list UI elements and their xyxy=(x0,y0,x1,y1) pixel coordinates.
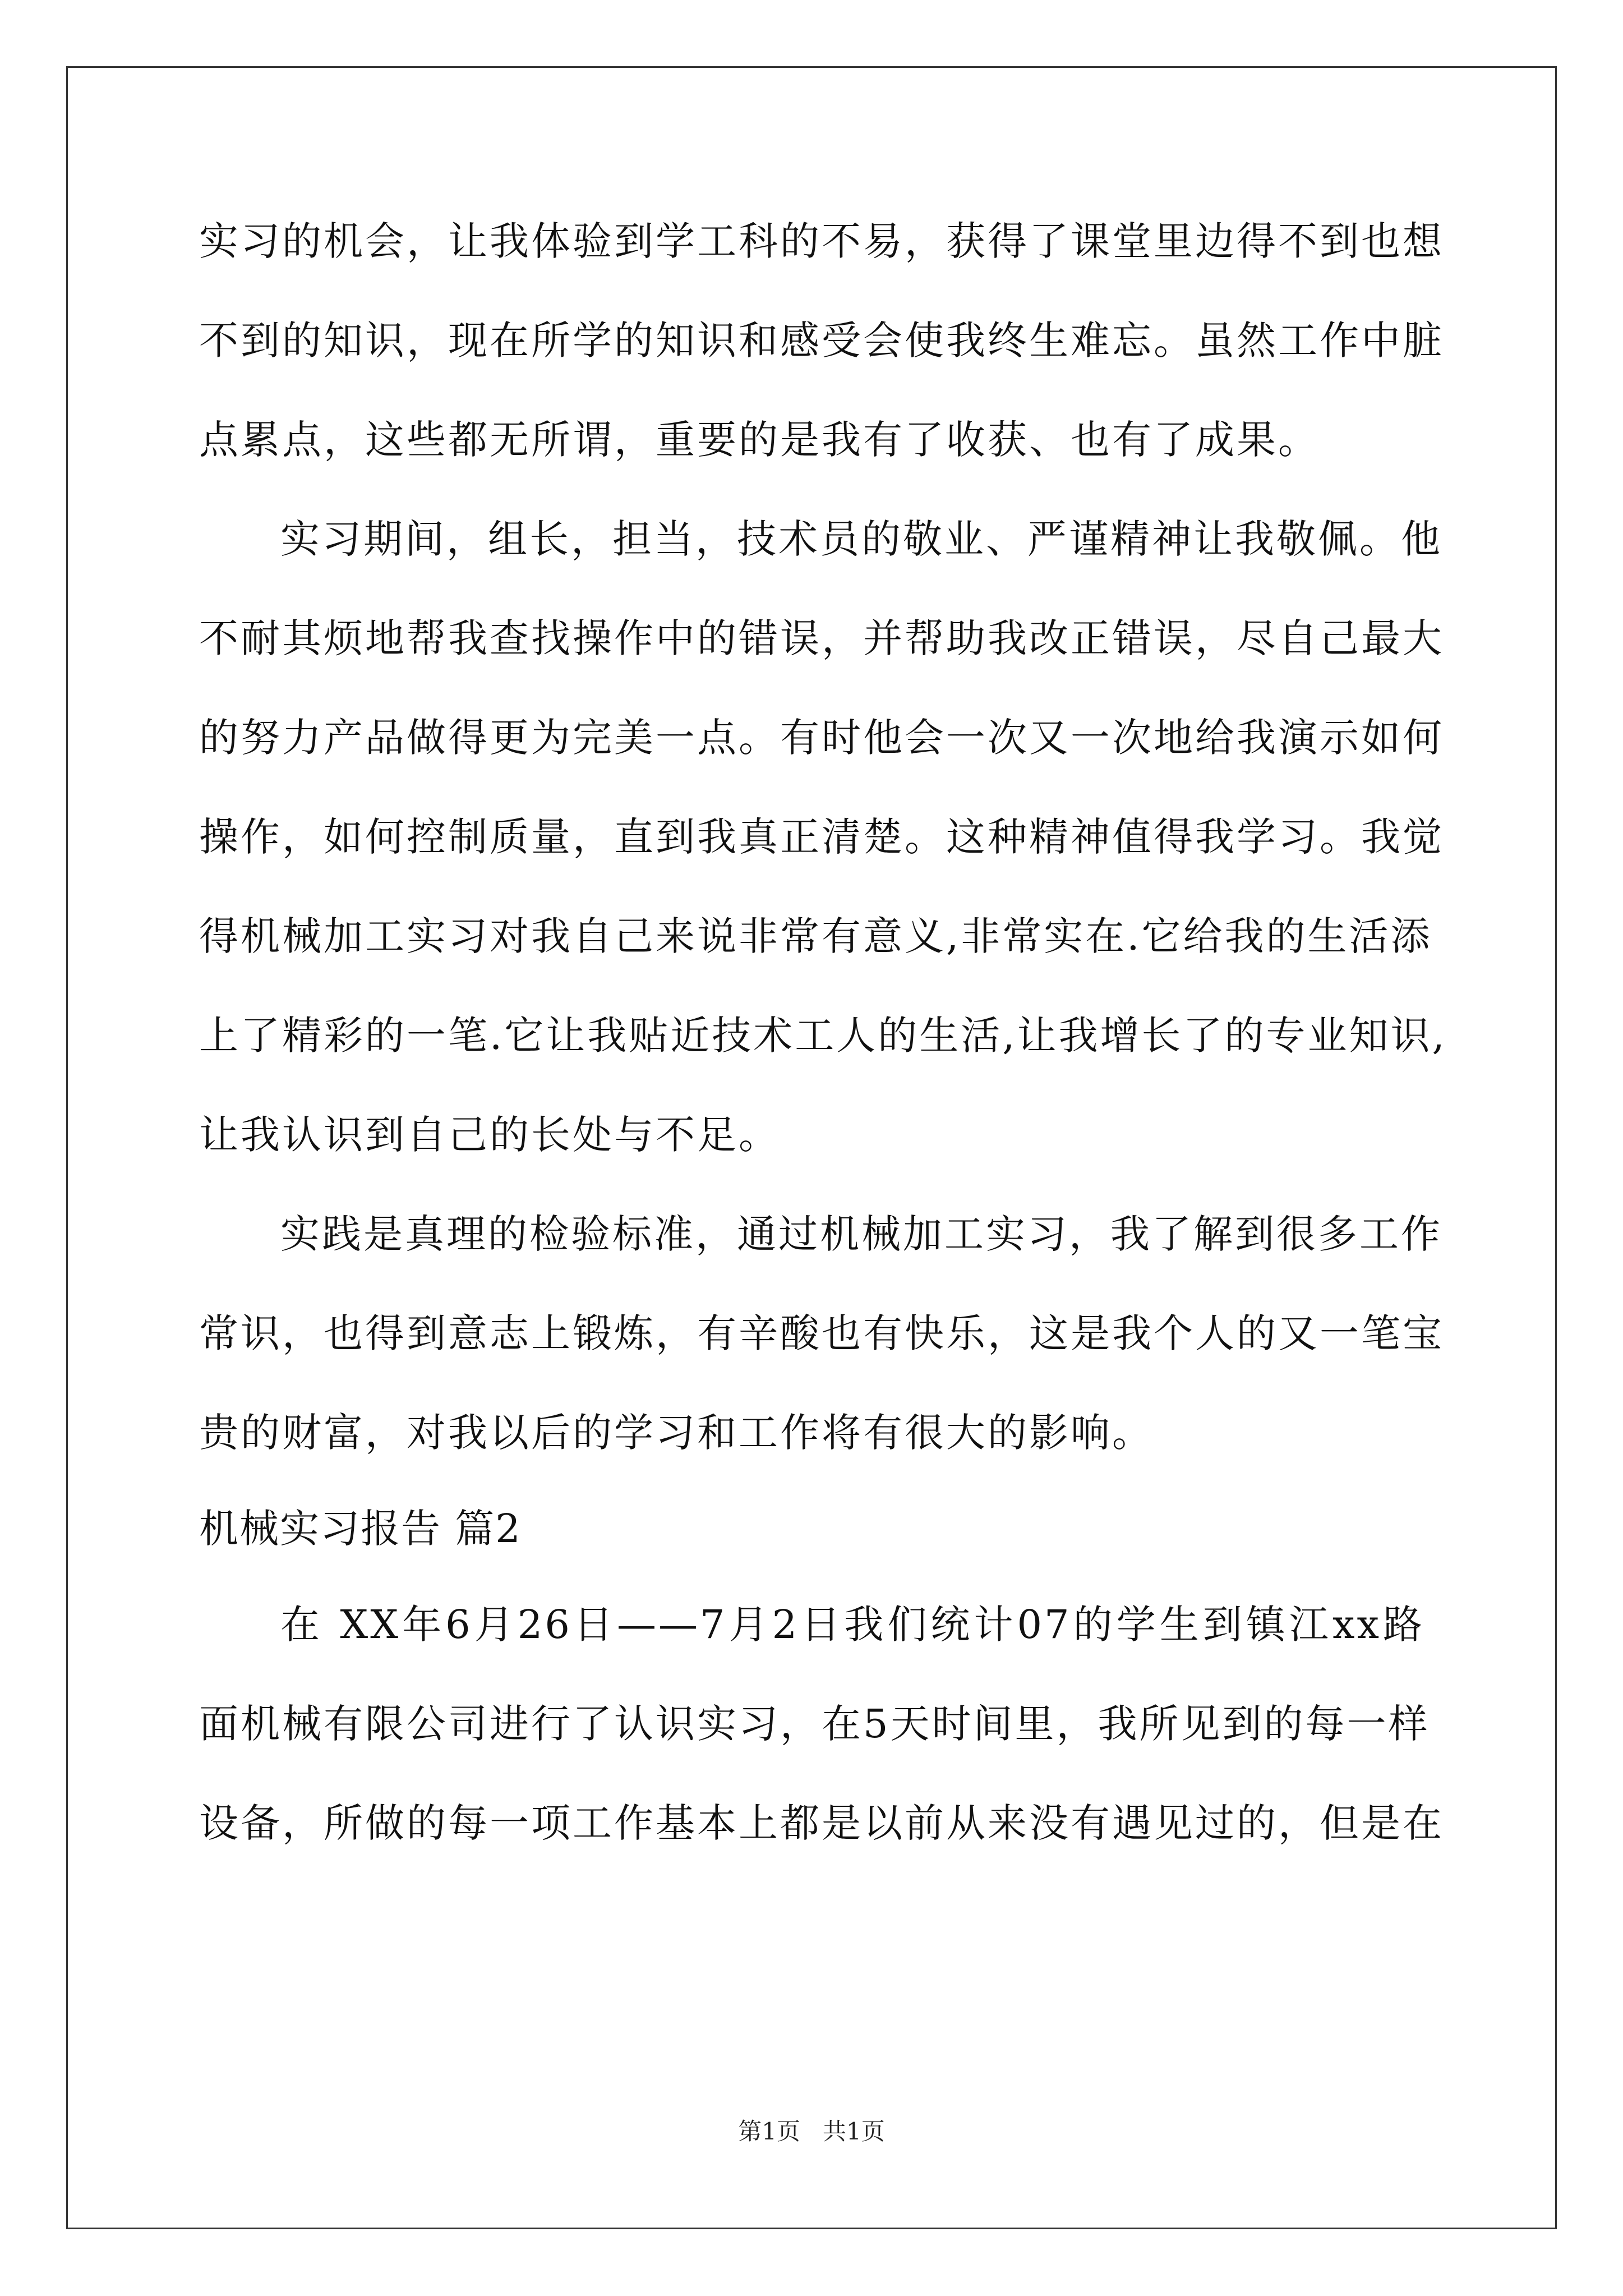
paragraph-line: 点累点，这些都无所谓，重要的是我有了收获、也有了成果。 xyxy=(199,417,1320,463)
paragraph-line: 在 XX年6月26日——7月2日我们统计07的学生到镇江xx路 xyxy=(280,1602,1424,1648)
paragraph-line: 贵的财富，对我以后的学习和工作将有很大的影响。 xyxy=(199,1410,1154,1456)
section-heading: 机械实习报告 篇2 xyxy=(199,1506,522,1552)
paragraph-line: 实习的机会，让我体验到学工科的不易，获得了课堂里边得不到也想 xyxy=(199,218,1444,264)
paragraph-line: 得机械加工实习对我自己来说非常有意义,非常实在.它给我的生活添 xyxy=(199,913,1432,959)
paragraph-line: 常识，也得到意志上锻炼，有辛酸也有快乐，这是我个人的又一笔宝 xyxy=(199,1310,1444,1356)
paragraph-line: 操作，如何控制质量，直到我真正清楚。这种精神值得我学习。我觉 xyxy=(199,814,1444,860)
paragraph-line: 面机械有限公司进行了认识实习，在5天时间里，我所见到的每一样 xyxy=(199,1701,1430,1747)
paragraph-line: 不耐其烦地帮我查找操作中的错误，并帮助我改正错误，尽自己最大 xyxy=(199,615,1444,661)
paragraph-line: 设备，所做的每一项工作基本上都是以前从来没有遇见过的，但是在 xyxy=(199,1800,1444,1846)
paragraph-line: 让我认识到自己的长处与不足。 xyxy=(199,1112,780,1158)
paragraph-line: 上了精彩的一笔.它让我贴近技术工人的生活,让我增长了的专业知识, xyxy=(199,1013,1447,1059)
paragraph-line: 实践是真理的检验标准，通过机械加工实习，我了解到很多工作 xyxy=(280,1211,1442,1257)
paragraph-line: 不到的知识，现在所学的知识和感受会使我终生难忘。虽然工作中脏 xyxy=(199,318,1444,364)
paragraph-line: 实习期间，组长，担当，技术员的敬业、严谨精神让我敬佩。他 xyxy=(280,516,1442,562)
paragraph-line: 的努力产品做得更为完美一点。有时他会一次又一次地给我演示如何 xyxy=(199,715,1444,761)
page-footer: 第1页 共1页 xyxy=(738,2118,885,2145)
